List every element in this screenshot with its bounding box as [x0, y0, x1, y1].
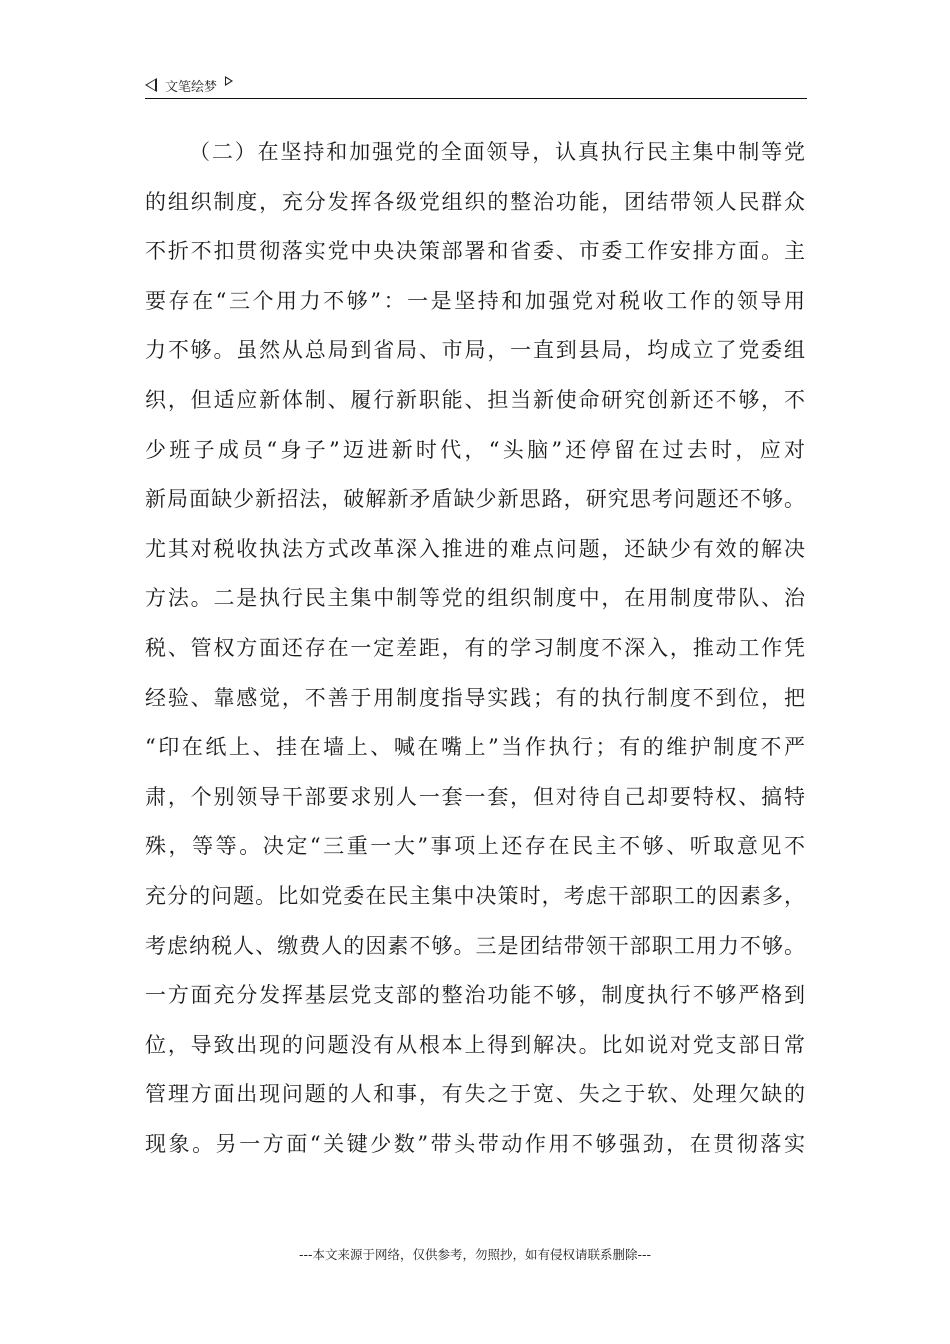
paragraph-line: 力不够。虽然从总局到省局、市局，一直到县局，均成立了党委组 — [145, 338, 805, 363]
paragraph-line: 现象。另一方面“关键少数”带头带动作用不够强劲，在贯彻落实 — [145, 1131, 805, 1156]
triangle-right-icon — [225, 76, 233, 86]
header-title: 文笔绘梦 — [165, 79, 218, 95]
paragraph-line: 充分的问题。比如党委在民主集中决策时，考虑干部职工的因素多， — [145, 883, 805, 908]
paragraph-line: 肃，个别领导干部要求别人一套一套，但对待自己却要特权、搞特 — [145, 784, 805, 809]
paragraph-line: 的组织制度，充分发挥各级党组织的整治功能，团结带领人民群众 — [145, 189, 805, 214]
paragraph-line: 尤其对税收执法方式改革深入推进的难点问题，还缺少有效的解决 — [145, 536, 805, 561]
page-header — [145, 72, 807, 99]
paragraph-line: 一方面充分发挥基层党支部的整治功能不够，制度执行不够严格到 — [145, 983, 805, 1008]
paragraph-line: 管理方面出现问题的人和事，有失之于宽、失之于软、处理欠缺的 — [145, 1082, 805, 1107]
paragraph-line: 织，但适应新体制、履行新职能、担当新使命研究创新还不够，不 — [145, 387, 805, 412]
document-body — [145, 134, 805, 1175]
paragraph-line: 要存在“三个用力不够”：一是坚持和加强党对税收工作的领导用 — [145, 288, 805, 313]
paragraph-line: 新局面缺少新招法，破解新矛盾缺少新思路，研究思考问题还不够。 — [145, 487, 805, 512]
paragraph-line: 少班子成员“身子”迈进新时代，“头脑”还停留在过去时，应对 — [145, 437, 805, 462]
paragraph-line: 不折不扣贯彻落实党中央决策部署和省委、市委工作安排方面。主 — [145, 239, 805, 264]
paragraph-line: 方法。二是执行民主集中制等党的组织制度中，在用制度带队、治 — [145, 586, 805, 611]
paragraph-line: 殊，等等。决定“三重一大”事项上还存在民主不够、听取意见不 — [145, 834, 805, 859]
paragraph-line: 考虑纳税人、缴费人的因素不够。三是团结带领干部职工用力不够。 — [145, 933, 805, 958]
paragraph-line: （二）在坚持和加强党的全面领导，认真执行民主集中制等党 — [189, 140, 805, 164]
paragraph-line: 经验、靠感觉，不善于用制度指导实践；有的执行制度不到位，把 — [145, 685, 805, 710]
paragraph-line: 税、管权方面还存在一定差距，有的学习制度不深入，推动工作凭 — [145, 635, 805, 660]
paragraph-line: 位，导致出现的问题没有从根本上得到解决。比如说对党支部日常 — [145, 1032, 805, 1057]
triangle-left-icon — [145, 78, 157, 92]
page-footer-disclaimer: ---本文来源于网络，仅供参考，勿照抄，如有侵权请联系删除--- — [298, 1247, 652, 1262]
paragraph-line: “印在纸上、挂在墙上、喊在嘴上”当作执行；有的维护制度不严 — [145, 735, 805, 760]
